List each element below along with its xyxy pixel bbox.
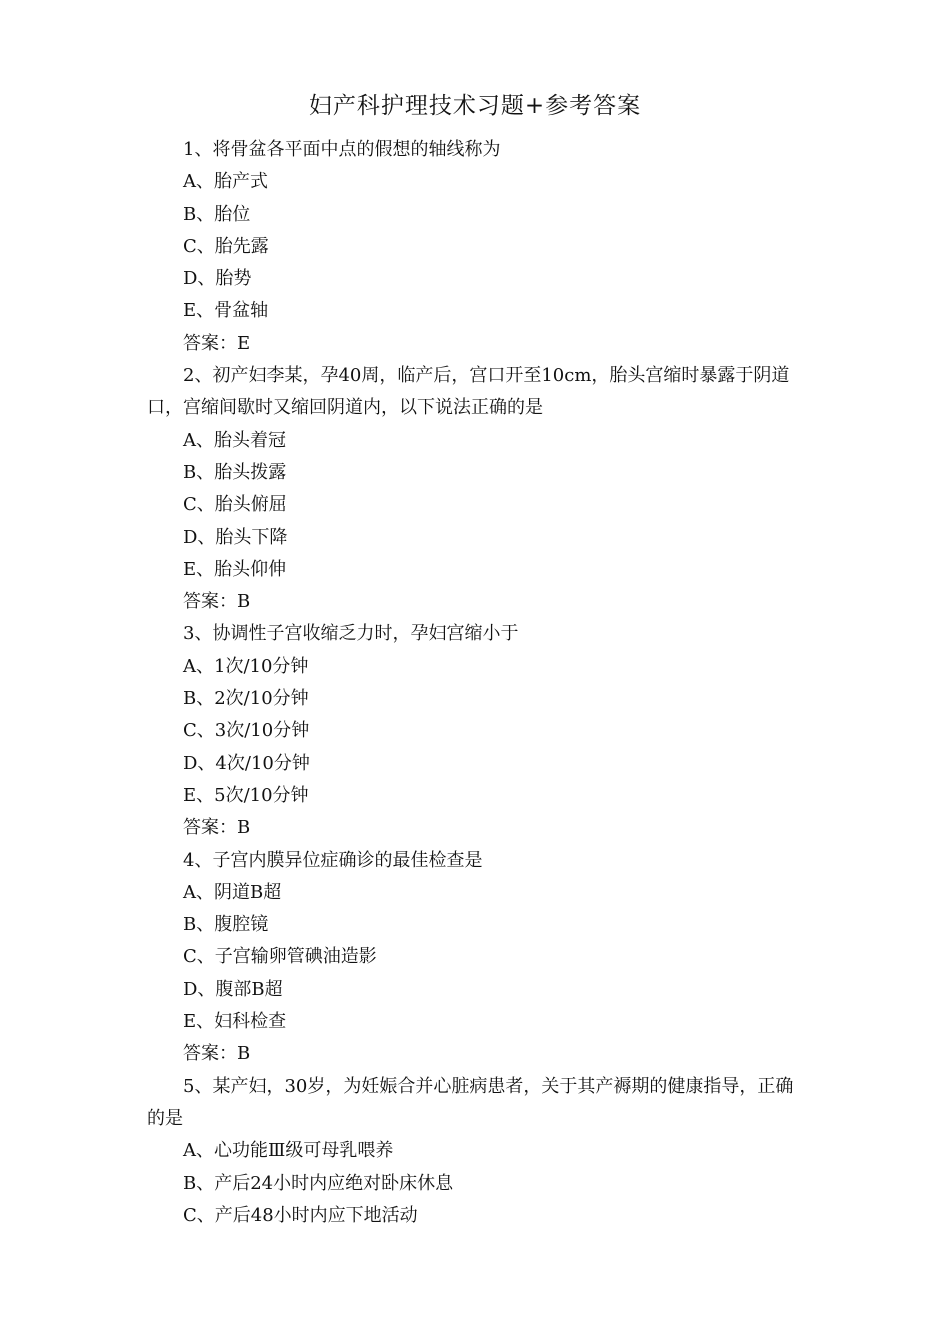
answer-line: 答案：E (183, 332, 251, 354)
question-stem: 4、子宫内膜异位症确诊的最佳检查是 (183, 849, 483, 871)
document-title: 妇产科护理技术习题+参考答案 (308, 93, 642, 119)
option-b: B、胎头拨露 (183, 461, 287, 483)
option-a: A、1次/10分钟 (183, 655, 309, 677)
option-e: E、骨盆轴 (183, 300, 269, 322)
option-a: A、胎头着冠 (183, 429, 286, 451)
option-a: A、阴道B超 (183, 881, 282, 903)
option-a: A、心功能Ⅲ级可母乳喂养 (183, 1140, 394, 1162)
option-c: C、胎先露 (183, 235, 269, 257)
option-b: B、胎位 (183, 203, 251, 225)
option-c: C、产后48小时内应下地活动 (183, 1204, 418, 1226)
question-stem: 3、协调性子宫收缩乏力时，孕妇宫缩小于 (183, 623, 519, 645)
question-stem: 1、将骨盆各平面中点的假想的轴线称为 (183, 139, 501, 160)
option-c: C、子宫输卵管碘油造影 (183, 946, 377, 968)
question-stem: 5、某产妇，30岁，为妊娠合并心脏病患者，关于其产褥期的健康指导，正确的是 (147, 1075, 794, 1129)
question-stem: 2、初产妇李某，孕40周，临产后，宫口开至10cm，胎头宫缩时暴露于阴道口，宫缩间歇时又缩回阴道内，以下说法正确的是 (147, 365, 790, 419)
option-b: B、2次/10分钟 (183, 688, 309, 710)
option-b: B、产后24小时内应绝对卧床休息 (183, 1172, 454, 1194)
option-e: E、妇科检查 (183, 1011, 287, 1033)
question-list (147, 134, 807, 1232)
option-d: D、4次/10分钟 (183, 752, 310, 774)
option-a: A、胎产式 (183, 171, 268, 193)
answer-line: 答案：B (183, 591, 251, 613)
option-e: E、胎头仰伸 (183, 558, 287, 580)
option-d: D、胎头下降 (183, 526, 288, 548)
option-d: D、胎势 (183, 268, 252, 290)
option-c: C、胎头俯屈 (183, 494, 287, 516)
answer-line: 答案：B (183, 817, 251, 839)
option-e: E、5次/10分钟 (183, 784, 309, 806)
answer-line: 答案：B (183, 1043, 251, 1065)
option-d: D、腹部B超 (183, 978, 283, 1000)
option-c: C、3次/10分钟 (183, 720, 310, 742)
option-b: B、腹腔镜 (183, 914, 269, 936)
